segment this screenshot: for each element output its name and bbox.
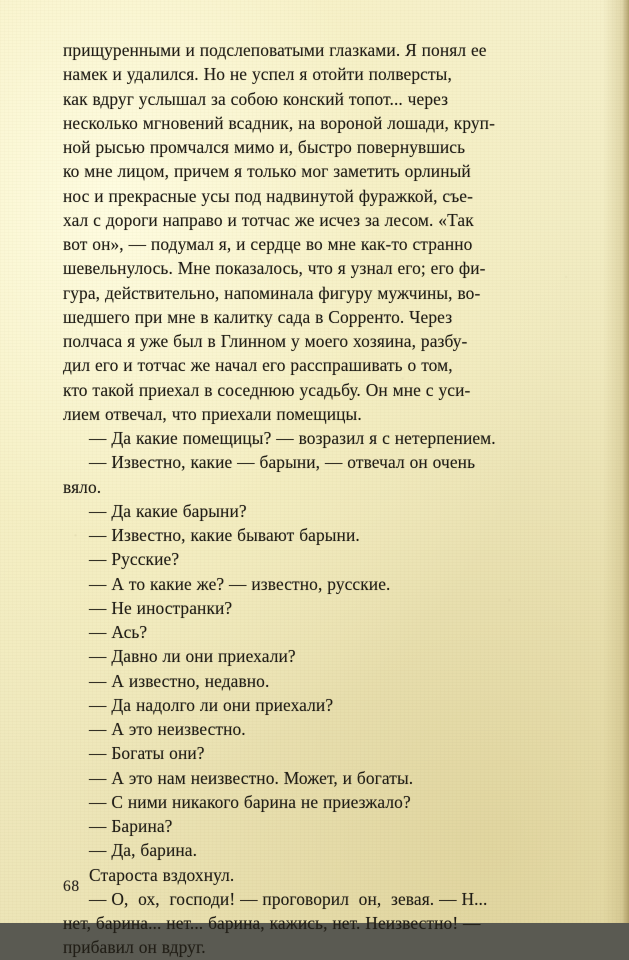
text-line: гура, действительно, напоминала фигуру мужчины, во- [63,282,481,303]
text-line: нет, барина... нет... барина, кажись, нет. Неизвестно! — [63,913,481,933]
page-textblock [63,38,567,960]
text-line: намек и удалился. Но не успел я отойти полверсты, [63,64,452,85]
page-number: 68 [63,878,80,895]
text-line: ко мне лицом, причем я только мог заметить орлиный [63,161,471,182]
paragraph-narrative [63,38,567,426]
text-line: ной рысью промчался мимо и, быстро повернувшись [63,137,466,157]
dialogue-line: — Известно, какие — барыни, — отвечал он очень [89,452,476,473]
text-line: хал с дороги направо и тотчас же исчез за лесом. «Так [63,209,474,230]
dialogue-line: — А то какие же? — известно, русские. [89,573,391,594]
dialogue-line: — Ась? [89,622,148,642]
dialogue-line: — Известно, какие бывают барыни. [89,525,360,545]
text-line: несколько мгновений всадник, на вороной лошади, круп- [63,112,495,133]
text-line: кто такой приехал в соседнюю усадьбу. Он мне с уси- [63,379,471,400]
dialogue-line: — Барина? [89,816,173,836]
dialogue-line: — С ними никакого барина не приезжало? [89,791,411,812]
dialogue-line: — А это нам неизвестно. Может, и богаты. [89,767,414,788]
dialogue-line: — Да, барина. [89,840,198,861]
dialogue-line: — Давно ли они приехали? [89,646,296,667]
text-line: шевельнулось. Мне показалось, что я узнал его; его фи- [63,258,486,279]
text-line: дил его и тотчас же начал его расспрашивать о том, [63,355,453,376]
paragraph-final [63,887,567,960]
text-line: — О, ох, господи! — проговорил он, зевая. — Н... [89,888,488,909]
dialogue-line-continuation: вяло. [63,476,102,497]
dialogue-line: — Не иностранки? [89,597,233,618]
dialogue-line: — А известно, недавно. [89,670,270,691]
dialogue-line: — А это неизвестно. [89,719,246,739]
dialogue-line: — Да какие помещицы? — возразил я с нетерпением. [89,428,496,448]
text-line: нос и прекрасные усы под надвинутой фуражкой, съе- [63,185,474,206]
text-line: прибавил он вдруг. [63,937,206,958]
dialogue-line: — Богаты они? [89,743,205,764]
text-line: полчаса я уже был в Глинном у моего хозяина, разбу- [63,331,468,351]
text-line: вот он», — подумал я, и сердце во мне как-то странно [63,234,473,254]
dialogue-line: — Русские? [89,549,180,570]
text-line: лием отвечал, что приехали помещицы. [63,403,362,424]
dialogue-line: — Да надолго ли они приехали? [89,694,334,715]
narration-line: Староста вздохнул. [89,864,235,885]
text-line: как вдруг услышал за собою конский топот... через [63,88,449,109]
dialogue-line: — Да какие барыни? [89,500,247,521]
text-line: прищуренными и подслеповатыми глазками. Я понял ее [63,40,487,60]
text-line: шедшего при мне в калитку сада в Сорренто. Через [63,306,453,327]
